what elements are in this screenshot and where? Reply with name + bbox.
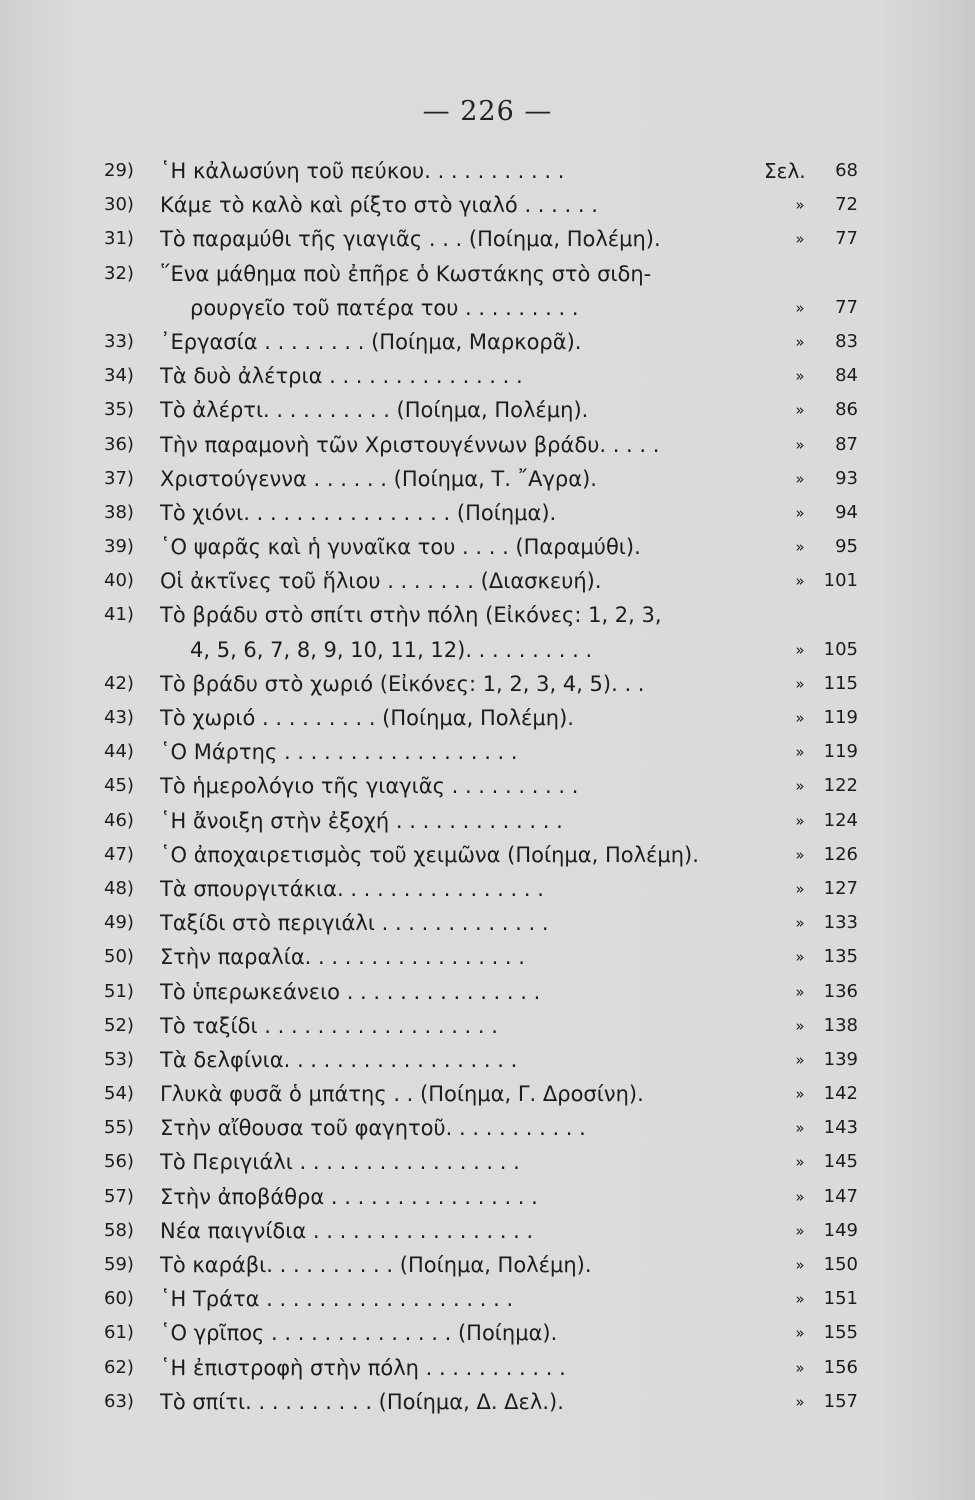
toc-entry [104, 804, 864, 838]
entry-number: 35) [104, 399, 134, 421]
ditto-mark: » [795, 1358, 805, 1377]
entry-number: 45) [104, 775, 134, 797]
entry-title: Γλυκὰ φυσᾶ ὁ μπάτης . . (Ποίημα, Γ. Δροσίνη). [160, 1082, 644, 1107]
toc-entry [104, 701, 864, 735]
entry-page: 77 [835, 296, 858, 318]
toc-entry [104, 1145, 864, 1179]
entry-title: ῾Ο Μάρτης . . . . . . . . . . . . . . . . . . [160, 740, 518, 765]
entry-page: 119 [823, 741, 858, 763]
toc-entry [104, 291, 864, 325]
entry-page: 68 [835, 160, 858, 181]
toc-entry [104, 428, 864, 462]
entry-page: 105 [823, 638, 858, 660]
entry-title: Τὰ δελφίνια. . . . . . . . . . . . . . . . . . [160, 1047, 518, 1072]
entry-number: 51) [104, 980, 134, 1002]
entry-number: 61) [104, 1322, 134, 1344]
entry-page: 156 [823, 1356, 858, 1378]
entry-page: 136 [823, 980, 858, 1002]
toc-entry [104, 906, 864, 940]
entry-title: Τὸ βράδυ στὸ σπίτι στὴν πόλη (Εἰκόνες: 1, 2, 3, [160, 603, 662, 628]
entry-number: 48) [104, 877, 134, 899]
ditto-mark: » [795, 743, 805, 762]
toc-entry [104, 359, 864, 393]
entry-page: 157 [823, 1390, 858, 1412]
entry-number: 60) [104, 1288, 134, 1310]
ditto-mark: » [795, 298, 805, 317]
entry-number: 47) [104, 843, 134, 865]
toc-entry [104, 975, 864, 1009]
toc-entry [104, 325, 864, 359]
entry-number: 56) [104, 1151, 134, 1173]
entry-title: Τὸ ἡμερολόγιο τῆς γιαγιᾶς . . . . . . . . . . [160, 774, 579, 799]
toc-entry [104, 667, 864, 701]
entry-page: 127 [823, 877, 858, 899]
entry-title: ῾Η ἐπιστροφὴ στὴν πόλη . . . . . . . . . . . [160, 1355, 566, 1380]
ditto-mark: » [795, 1016, 805, 1035]
entry-page: 143 [823, 1117, 858, 1139]
ditto-mark: » [795, 845, 805, 864]
ditto-mark: » [795, 1392, 805, 1411]
toc-entry [104, 1180, 864, 1214]
entry-page: 115 [823, 672, 858, 694]
toc-entry [104, 1077, 864, 1111]
entry-page: 72 [835, 194, 858, 216]
entry-page: 135 [823, 946, 858, 968]
entry-number: 63) [104, 1390, 134, 1412]
ditto-mark: » [795, 1324, 805, 1343]
toc-entry [104, 1214, 864, 1248]
entry-title: Τὸ καράβι. . . . . . . . . . (Ποίημα, Πολέμη). [160, 1253, 592, 1277]
ditto-mark: » [795, 503, 805, 522]
entry-number: 52) [104, 1014, 134, 1036]
entry-number: 54) [104, 1083, 134, 1105]
ditto-mark: » [795, 572, 805, 591]
ditto-mark: » [795, 811, 805, 830]
entry-page: 138 [823, 1014, 858, 1036]
toc-entry [104, 598, 864, 632]
entry-title: Τὸ σπίτι. . . . . . . . . . (Ποίημα, Δ. Δελ.). [160, 1389, 564, 1414]
entry-number: 59) [104, 1254, 134, 1275]
toc-entry [104, 1282, 864, 1316]
entry-number: 37) [104, 467, 134, 489]
entry-title: Νέα παιγνίδια . . . . . . . . . . . . . . . . . [160, 1218, 534, 1243]
entry-title: Τὸ ταξίδι . . . . . . . . . . . . . . . . . . [160, 1013, 498, 1038]
toc-entry [104, 530, 864, 564]
toc-entry [104, 1316, 864, 1350]
entry-title: Τὰ δυὸ ἀλέτρια . . . . . . . . . . . . . . . [160, 364, 523, 389]
entry-page: 101 [823, 570, 858, 592]
entry-page: 150 [823, 1254, 858, 1275]
toc-entry [104, 188, 864, 222]
entry-title: Τὸ ὑπερωκεάνειο . . . . . . . . . . . . . . . [160, 979, 541, 1004]
entry-number: 46) [104, 809, 134, 831]
entry-page: 126 [823, 843, 858, 865]
toc-entry [104, 940, 864, 974]
ditto-mark: » [795, 879, 805, 898]
entry-number: 40) [104, 570, 134, 592]
entry-title: Τὸ χωριό . . . . . . . . . (Ποίημα, Πολέμη). [160, 706, 574, 730]
entry-number: 57) [104, 1185, 134, 1207]
entry-page: 95 [835, 536, 858, 558]
ditto-mark: » [795, 982, 805, 1001]
entry-number: 38) [104, 501, 134, 523]
entry-page: 133 [823, 912, 858, 934]
ditto-mark: » [795, 1050, 805, 1069]
entry-title: Κάμε τὸ καλὸ καὶ ρίξτο στὸ γιαλό . . . . . . [160, 193, 598, 218]
toc-entry [104, 222, 864, 256]
entry-title: ῾Ο ψαρᾶς καὶ ἡ γυναῖκα του . . . . (Παραμύθι). [160, 535, 641, 560]
entry-title: Τὴν παραμονὴ τῶν Χριστουγέννων βράδυ. . . . . [160, 432, 660, 457]
entry-page: 124 [823, 809, 858, 831]
entry-number: 29) [104, 160, 134, 181]
ditto-mark: » [795, 777, 805, 796]
entry-page: 151 [823, 1288, 858, 1310]
entry-title: ρουργεῖο τοῦ πατέρα του . . . . . . . . . [190, 295, 579, 320]
entry-page: 83 [835, 330, 858, 352]
entry-number: 55) [104, 1117, 134, 1139]
entry-title: Τὸ Περιγιάλι . . . . . . . . . . . . . . . . . [160, 1150, 520, 1175]
entry-title: ῾Ο ἀποχαιρετισμὸς τοῦ χειμῶνα (Ποίημα, Πολέμη). [160, 842, 699, 867]
ditto-mark: » [795, 1290, 805, 1309]
toc-entry [104, 462, 864, 496]
entry-title: Στὴν ἀποβάθρα . . . . . . . . . . . . . . . . [160, 1184, 538, 1209]
entry-number: 31) [104, 228, 134, 250]
entry-page: 93 [835, 467, 858, 489]
toc-entry [104, 769, 864, 803]
ditto-mark: » [795, 1119, 805, 1138]
ditto-mark: » [795, 332, 805, 351]
entry-number: 42) [104, 672, 134, 694]
entry-number: 62) [104, 1356, 134, 1378]
toc-entry [104, 1043, 864, 1077]
entry-title: Τὰ σπουργιτάκια. . . . . . . . . . . . . . . . [160, 876, 544, 901]
ditto-mark: » [795, 709, 805, 727]
entry-number: 34) [104, 365, 134, 387]
entry-number: 50) [104, 946, 134, 968]
entry-title: ῾Η κἀλωσύνη τοῦ πεύκου. . . . . . . . . . . [160, 159, 565, 183]
entry-number: 49) [104, 912, 134, 934]
toc-entry [104, 1351, 864, 1385]
ditto-mark: » [795, 401, 805, 420]
ditto-mark: » [795, 469, 805, 488]
entry-number: 53) [104, 1048, 134, 1070]
entry-title: Στὴν αἴθουσα τοῦ φαγητοῦ. . . . . . . . . . . [160, 1116, 586, 1141]
ditto-mark: » [795, 538, 805, 557]
ditto-mark: » [795, 230, 805, 249]
table-of-contents [104, 154, 864, 1419]
entry-page: 155 [823, 1322, 858, 1344]
entry-title: ῾Ο γρῖπος . . . . . . . . . . . . . . (Ποίημα). [160, 1321, 558, 1346]
entry-number: 58) [104, 1219, 134, 1241]
ditto-mark: » [795, 196, 805, 215]
toc-entry [104, 1009, 864, 1043]
toc-entry [104, 1248, 864, 1282]
entry-page: 77 [835, 228, 858, 250]
toc-entry [104, 393, 864, 427]
ditto-mark: » [795, 640, 805, 659]
entry-title: Τὸ χιόνι. . . . . . . . . . . . . . . . (Ποίημα). [160, 500, 557, 525]
ditto-mark: » [795, 914, 805, 933]
ditto-mark: » [795, 1153, 805, 1172]
ditto-mark: » [795, 435, 805, 454]
entry-number: 32) [104, 262, 134, 284]
entry-page: 142 [823, 1083, 858, 1105]
entry-title: Τὸ παραμύθι τῆς γιαγιᾶς . . . (Ποίημα, Πολέμη). [160, 227, 661, 252]
ditto-mark: » [795, 1187, 805, 1206]
entry-page: 147 [823, 1185, 858, 1207]
toc-entry [104, 154, 864, 188]
toc-entry [104, 257, 864, 291]
ditto-mark: » [795, 948, 805, 967]
entry-title: Τὸ βράδυ στὸ χωριό (Εἰκόνες: 1, 2, 3, 4, 5). . . [160, 671, 645, 696]
entry-title: Στὴν παραλία. . . . . . . . . . . . . . . . . [160, 945, 525, 970]
entry-page: 149 [823, 1219, 858, 1241]
entry-page: 86 [835, 399, 858, 421]
entry-number: 33) [104, 330, 134, 352]
ditto-mark: » [795, 367, 805, 386]
entry-page: 84 [835, 365, 858, 387]
entry-number: 41) [104, 604, 134, 626]
entry-title: Ταξίδι στὸ περιγιάλι . . . . . . . . . . . . . [160, 911, 549, 936]
page-column-label: Σελ. [764, 159, 806, 183]
entry-number: 43) [104, 707, 134, 728]
entry-title: 4, 5, 6, 7, 8, 9, 10, 11, 12). . . . . . . . . . [190, 637, 593, 662]
entry-page: 94 [835, 501, 858, 523]
ditto-mark: » [795, 1256, 805, 1274]
entry-title: Χριστούγεννα . . . . . . (Ποίημα, Τ. ῎Αγρα). [160, 466, 597, 491]
entry-number: 44) [104, 741, 134, 763]
entry-title: ῾Η Τράτα . . . . . . . . . . . . . . . . . . . [160, 1287, 514, 1312]
entry-number: 39) [104, 536, 134, 558]
page-number: — 226 — [422, 96, 553, 127]
entry-page: 139 [823, 1048, 858, 1070]
entry-title: Οἱ ἀκτῖνες τοῦ ἥλιου . . . . . . . (Διασκευή). [160, 569, 602, 594]
entry-number: 36) [104, 433, 134, 455]
toc-entry [104, 1385, 864, 1419]
entry-page: 122 [823, 775, 858, 797]
toc-entry [104, 872, 864, 906]
toc-entry [104, 564, 864, 598]
toc-entry [104, 735, 864, 769]
ditto-mark: » [795, 1085, 805, 1104]
entry-title: ᾿Εργασία . . . . . . . . (Ποίημα, Μαρκορᾶ). [160, 329, 582, 354]
toc-entry [104, 633, 864, 667]
entry-page: 87 [835, 433, 858, 455]
entry-title: ῾Η ἄνοιξη στὴν ἐξοχή . . . . . . . . . . . . . [160, 808, 563, 833]
toc-entry [104, 1111, 864, 1145]
ditto-mark: » [795, 1221, 805, 1240]
entry-number: 30) [104, 194, 134, 216]
entry-page: 145 [823, 1151, 858, 1173]
toc-entry [104, 496, 864, 530]
entry-title: Τὸ ἀλέρτι. . . . . . . . . . (Ποίημα, Πολέμη). [160, 398, 589, 423]
entry-title: ῞Ενα μάθημα ποὺ ἐπῆρε ὁ Κωστάκης στὸ σιδη- [160, 261, 652, 286]
entry-page: 119 [823, 707, 858, 728]
ditto-mark: » [795, 674, 805, 693]
toc-entry [104, 838, 864, 872]
